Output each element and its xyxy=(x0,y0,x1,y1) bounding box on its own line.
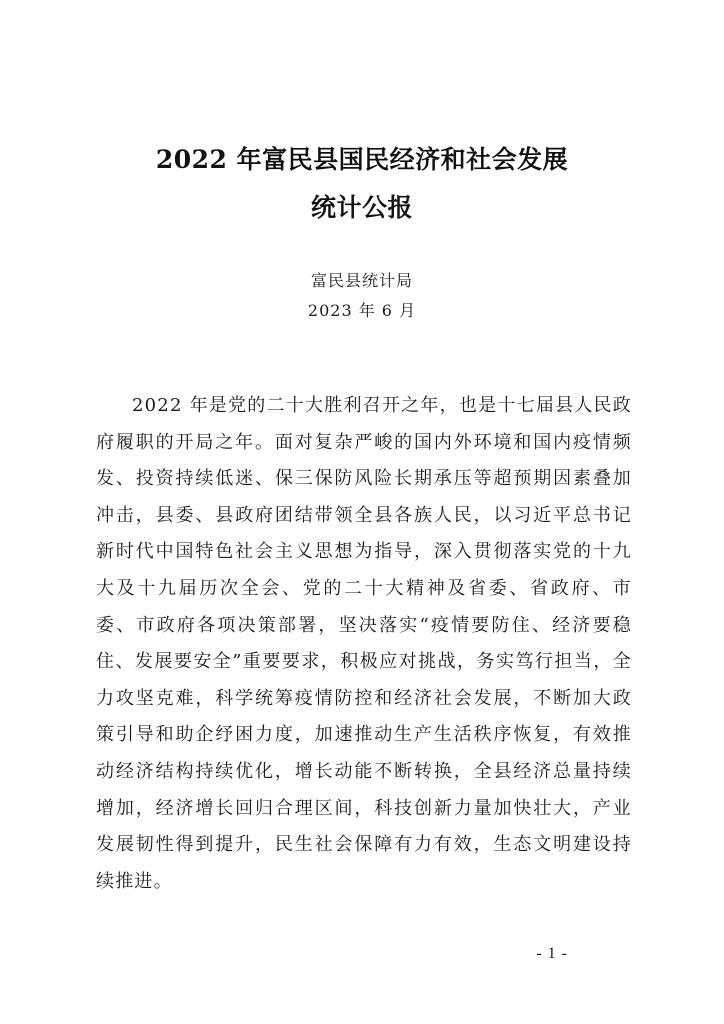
body-paragraph: 2022 年是党的二十大胜利召开之年，也是十七届县人民政府履职的开局之年。面对复杂严峻的国内外环境和国内疫情频发、投资持续低迷、保三保防风险长期承压等超预期因素叠加冲击，县委、县政府团结带领全县各族人民，以习近平总书记新时代中国特色社会主义思想为指导，深入贯彻落实党的十九大及十九届历次全会、党的二十大精神及省委、省政府、市委、市政府各项决策部署，坚决落实“疫情要防住、经济要稳住、发展要安全”重要要求，积极应对挑战，务实笃行担当，全力攻坚克难，科学统筹疫情防控和经济社会发展，不断加大政策引导和助企纾困力度，加速推动生产生活秩序恢复，有效推动经济结构持续优化，增长动能不断转换，全县经济总量持续增加，经济增长回归合理区间，科技创新力量加快壮大，产业发展韧性得到提升，民生社会保障有力有效，生态文明建设持续推进。 xyxy=(96,395,632,892)
page-number: - 1 - xyxy=(536,945,568,962)
title-line-1: 2022 年富民县国民经济和社会发展 xyxy=(155,145,569,174)
issuer: 富民县统计局 xyxy=(310,271,413,290)
issue-date: 2023 年 6 月 xyxy=(307,301,417,320)
title-line-2: 统计公报 xyxy=(310,193,413,222)
document-meta xyxy=(0,266,724,326)
document-title xyxy=(0,138,724,230)
